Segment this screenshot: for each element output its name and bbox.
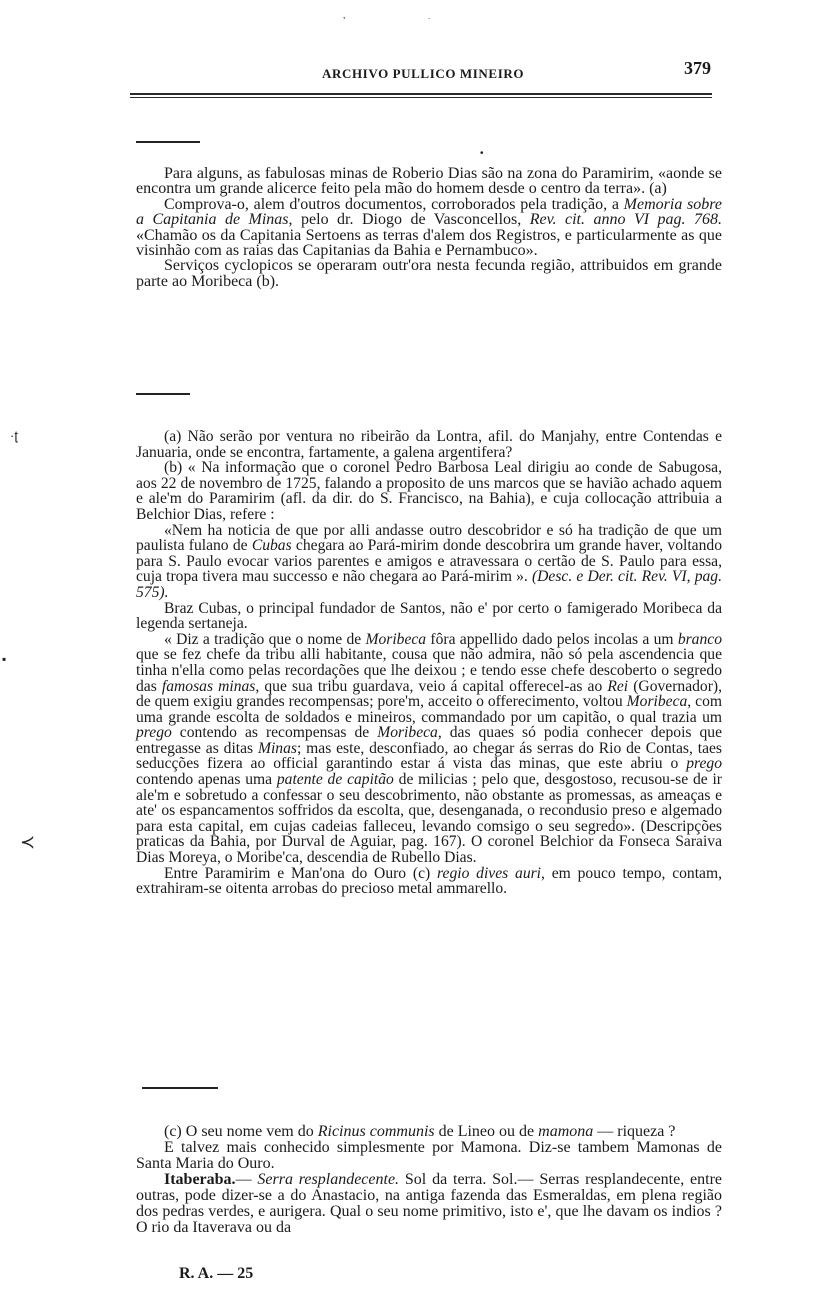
italic-run: famosas minas <box>161 677 256 695</box>
italic-run: (Desc. e Der. cit. Rev. VI, pag. 575). <box>136 568 722 601</box>
text-run: , das quaes só podia conhecer depois que entregasse as ditas <box>136 724 722 757</box>
italic-run: Rei <box>607 677 629 695</box>
text-run: «Chamão os da Capitania Sertoens as terras d'alem dos Registros, e particularmente as que visinhão com as raias das Capitanias da Bahia e Pernambuco». <box>136 226 722 260</box>
text-run: de milicias ; pelo que, desgostoso, recusou-se de ir ale'm e sobretudo a confessar o seu descobrimento, não obstante as promessas, as ameaças e ate' os espancamentos soffridos da escolta, que, desenganada, o recondusio preso e algemado para esta capital, em cujas cadeias falleceu, levando comsigo o seu segredo». (Descripções praticas da Bahia, por Durval de Aguiar, pag. 167). O coronel Belchior da Fonseca Saraiva Dias Moreya, o Moribe'ca, descendia de Rubello Dias. <box>136 771 722 867</box>
text-run: contendo apenas uma <box>136 771 277 789</box>
margin-mark: ·ʈ <box>10 428 18 443</box>
italic-run: Moribeca <box>365 630 427 648</box>
running-head: ARCHIVO PULLICO MINEIRO <box>322 66 525 81</box>
italic-run: prego <box>686 755 722 773</box>
text-run: Sol da terra. Sol.— Serras resplandecente, entre outras, pode dizer-se a do Anastacio, na antiga fazenda das Esmeraldas, em plena região dos pedras verdes, e aurigera. Qual o seu nome primitivo, isto e', que lhe davam os indios ? O rio da Itaverava ou da <box>136 1171 723 1236</box>
text-run: Braz Cubas, o principal fundador de Santos, não e' por certo o famigerado Moribeca da legenda sertaneja. <box>136 599 722 633</box>
footnote-c <box>136 1124 722 1236</box>
text-run: , que sua tribu guardava, veio á capital offerecel-as ao <box>255 677 608 695</box>
text-run: «Nem ha noticia de que por alli andasse outro descobridor e só ha tradição de que um paulista fulano de <box>136 521 722 555</box>
text-run: — riqueza ? <box>593 1123 676 1140</box>
text-run: Comprova-o, alem d'outros documentos, corroborados pela tradição, a <box>164 195 624 213</box>
footnote-paragraph <box>136 460 722 522</box>
scan-speck: ‚ <box>343 10 346 21</box>
text-run: fôra appellido dado pelos incolas a um <box>426 630 678 648</box>
scan-speck: . <box>428 12 431 21</box>
text-run: de Lineo ou de <box>434 1123 539 1140</box>
page-number: 379 <box>684 58 711 78</box>
text-run: chegara ao Pará-mirim donde descobrira um grande haver, voltando para S. Paulo evocar varios parentes e amigos e atravessara o certão de S. Paulo para essa, cuja tropa tivera mau successo e não chegara ao Pará-mirim ». <box>136 537 722 586</box>
body-paragraph <box>136 197 722 259</box>
text-run: (a) Não serão por ventura no ribeirão da Lontra, afil. do Manjahy, entre Contendas e Januaria, onde se encontra, fartamente, a galena argentifera? <box>136 428 722 461</box>
italic-run: Serra resplandecente. <box>257 1171 400 1188</box>
body-text <box>136 166 722 289</box>
footnote-paragraph <box>136 632 722 866</box>
footnote-rule <box>136 393 190 395</box>
body-paragraph <box>136 166 722 197</box>
footnote-paragraph <box>136 601 722 632</box>
italic-run: Cubas <box>251 537 292 555</box>
text-run: que se fez chefe da tribu alli habitante, cousa que não admira, não só pela ascendencia que tinha n'ella como pelas recordações que lhe deixou ; e tendo esse chefe descoberto o segredo das <box>136 646 722 695</box>
text-run: « Diz a tradição que o nome de <box>164 630 366 648</box>
text-run: , pelo dr. Diogo de Vasconcellos, <box>288 211 530 229</box>
text-run: , em pouco tempo, contam, extrahiram-se oitenta arrobas do precioso metal ammarello. <box>136 864 722 898</box>
header-rule <box>130 93 712 95</box>
text-run: Para alguns, as fabulosas minas de Roberio Dias são na zona do Paramirim, «aonde se encontra um grande alicerce feito pela mão do homem desde o centro da terra». (a) <box>136 165 722 198</box>
text-run: (c) O seu nome vem do <box>164 1123 318 1140</box>
italic-run: Minas <box>257 739 297 757</box>
italic-run: patente de capitão <box>276 771 394 789</box>
italic-run: Memoria sobre a Capitania de Minas <box>136 195 722 229</box>
italic-run: regio dives auri <box>437 864 542 882</box>
footnotes-a-b <box>136 429 722 897</box>
footnote-paragraph <box>136 1172 722 1236</box>
margin-mark: ≺ <box>20 832 36 852</box>
text-run: Entre Paramirim e Man'ona do Ouro (c) <box>164 864 438 882</box>
signature-mark: R. A. — 25 <box>179 1265 254 1282</box>
text-run: , com uma grande escolta de soldados e mineiros, commandado por um capitão, o qual trazia um <box>136 693 722 726</box>
footnote-paragraph <box>136 866 722 897</box>
text-run: — <box>235 1171 258 1188</box>
text-run: (Governador), de quem exigiu grandes recompensas; pore'm, acceito o offerecimento, voltou <box>136 677 722 711</box>
text-run: E talvez mais conhecido simplesmente por Mamona. Diz-se tambem Mamonas de Santa Maria do Ouro. <box>136 1139 722 1172</box>
italic-run: Rev. cit. anno VI pag. 768. <box>529 211 723 229</box>
footnote-paragraph <box>136 1124 722 1140</box>
footnote-paragraph <box>136 1140 722 1172</box>
scan-speck: • <box>480 148 484 159</box>
margin-mark: ▪ <box>2 652 7 666</box>
section-rule <box>136 141 200 143</box>
header-rule-secondary <box>130 97 712 98</box>
bold-run: Itaberaba. <box>164 1171 236 1188</box>
text-run: Serviços cyclopicos se operaram outr'ora nesta fecunda região, attribuidos em grande parte ao Moribeca (b). <box>136 257 722 290</box>
text-run: ; mas este, desconfiado, ao chegar ás serras do Rio de Contas, taes seducções fizera ao official garantindo estar á vista das minas, que este abriu o <box>136 739 723 773</box>
italic-run: mamona <box>538 1123 594 1140</box>
text-run: contendo as recompensas de <box>171 724 378 742</box>
text-run: (b) « Na informação que o coronel Pedro Barbosa Leal dirigiu ao conde de Sabugosa, aos 22 de novembro de 1725, falando a proposito de uns marcos que se havião achado aquem e ale'm do Paramirim (afl. da dir. do S. Francisco, na Bahia), e cuja collocação attribuia a Belchior Dias, refere : <box>136 459 722 523</box>
footnote-paragraph <box>136 523 722 601</box>
footnote-paragraph <box>136 429 722 460</box>
italic-run: Moribeca <box>377 724 438 742</box>
body-paragraph <box>136 258 722 289</box>
italic-run: Ricinus communis <box>317 1123 435 1140</box>
footnote-rule <box>142 1087 218 1089</box>
italic-run: branco <box>677 630 722 648</box>
italic-run: Moribeca <box>626 693 688 711</box>
italic-run: prego <box>136 724 172 742</box>
